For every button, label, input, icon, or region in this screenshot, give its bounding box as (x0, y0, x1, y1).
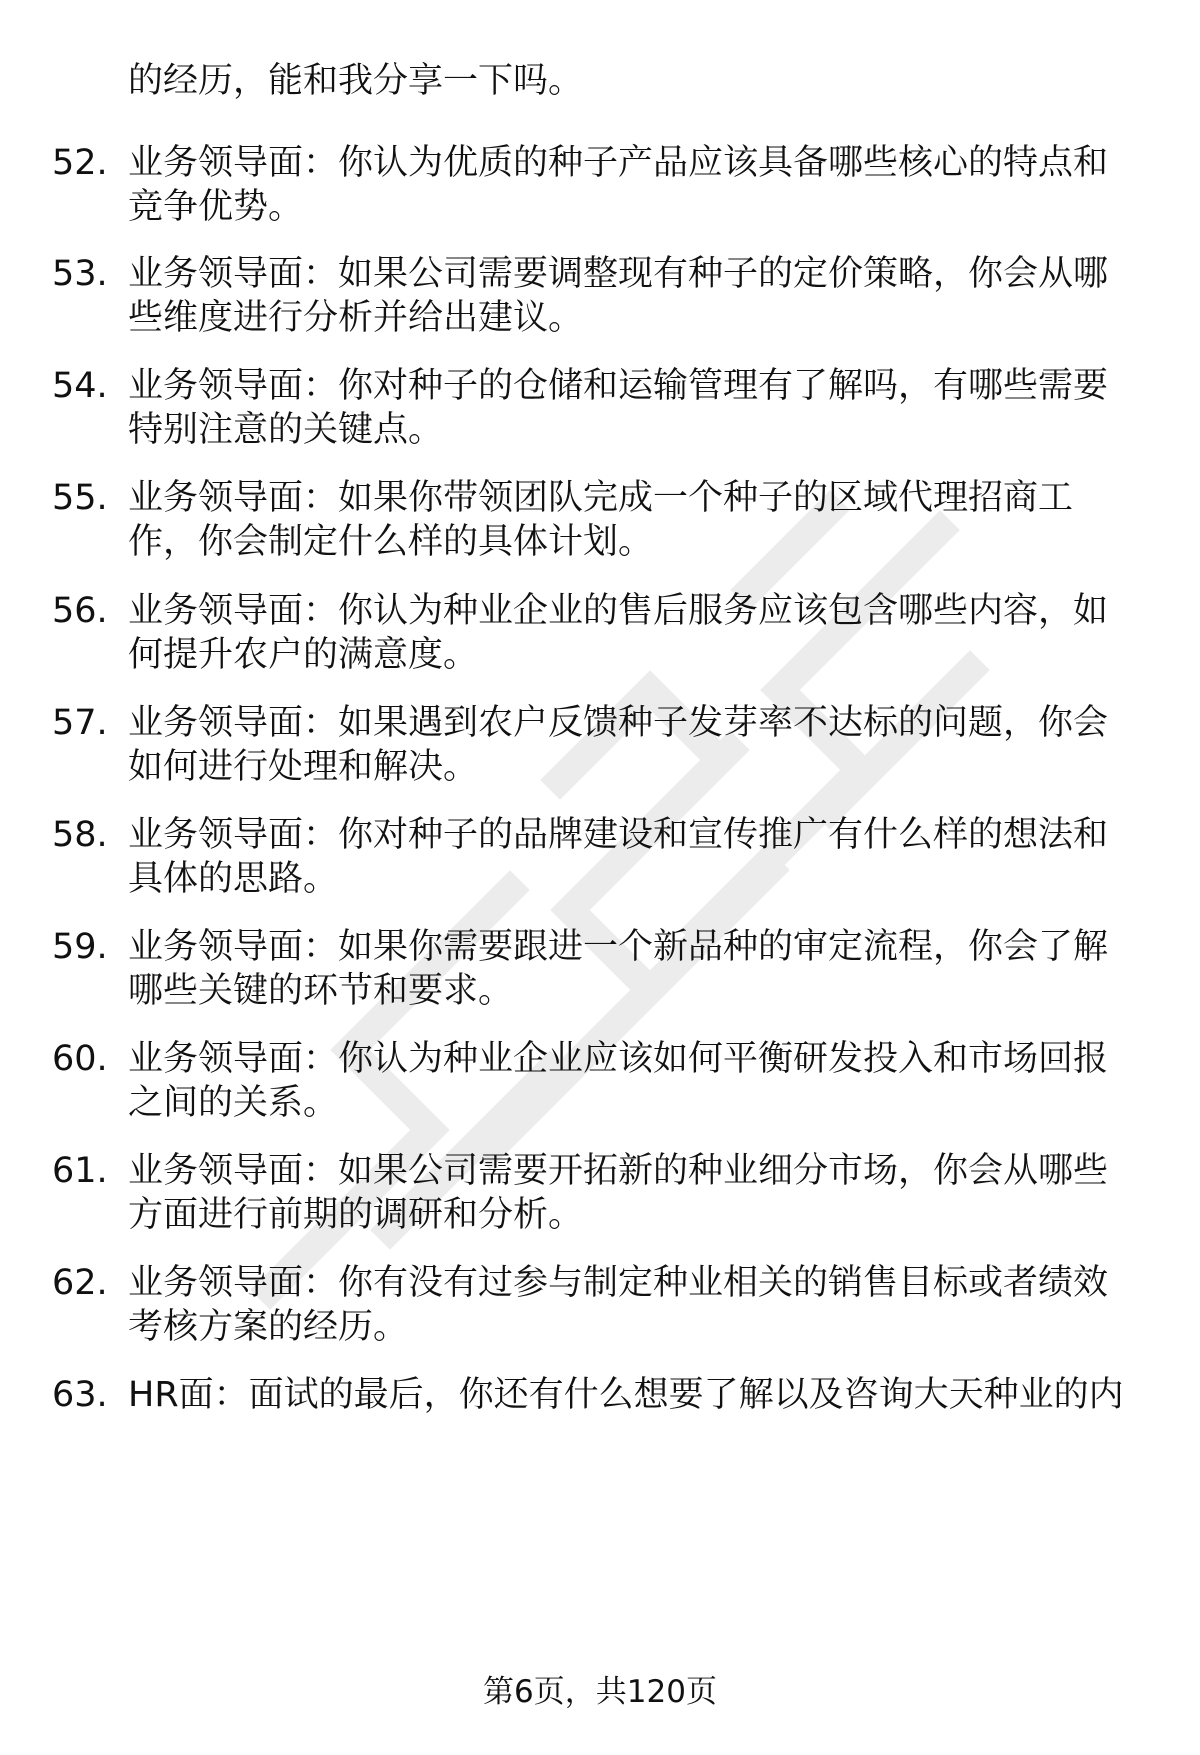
item-number: 54. (52, 366, 108, 406)
list-item-line (0, 1260, 1200, 1306)
item-text: 业务领导面：如果你需要跟进一个新品种的审定流程，你会了解 (128, 927, 1109, 967)
list-item-line (0, 1080, 1200, 1126)
item-text: 特别注意的关键点。 (128, 410, 444, 450)
list-item-line (0, 407, 1200, 453)
list-item-line (0, 295, 1200, 341)
list-item-line (0, 1036, 1200, 1082)
item-text: 业务领导面：你认为种业企业应该如何平衡研发投入和市场回报 (128, 1039, 1109, 1079)
item-text: HR面：面试的最后，你还有什么想要了解以及咨询大天种业的内 (128, 1375, 1124, 1415)
list-item-line (0, 588, 1200, 634)
list-item-line (0, 140, 1200, 186)
item-number: 62. (52, 1263, 108, 1303)
item-text: 如何进行处理和解决。 (128, 747, 479, 787)
item-text: 业务领导面：你认为优质的种子产品应该具备哪些核心的特点和 (128, 143, 1109, 183)
item-text: 业务领导面：如果公司需要调整现有种子的定价策略，你会从哪 (128, 254, 1109, 294)
item-text: 哪些关键的环节和要求。 (128, 971, 514, 1011)
list-item-line (0, 519, 1200, 565)
item-text: 业务领导面：你对种子的品牌建设和宣传推广有什么样的想法和 (128, 815, 1109, 855)
item-text: 之间的关系。 (128, 1083, 339, 1123)
item-text: 业务领导面：如果你带领团队完成一个种子的区域代理招商工 (128, 478, 1074, 518)
item-text: 些维度进行分析并给出建议。 (128, 298, 584, 338)
list-item-line (0, 744, 1200, 790)
item-number: 55. (52, 478, 108, 518)
item-text: 何提升农户的满意度。 (128, 635, 479, 675)
item-number: 61. (52, 1151, 108, 1191)
continuation-line (0, 58, 1200, 104)
list-item-line (0, 251, 1200, 297)
list-item-line (0, 968, 1200, 1014)
list-item-line (0, 632, 1200, 678)
page-footer (0, 1672, 1200, 1712)
list-item-line (0, 363, 1200, 409)
item-number: 59. (52, 927, 108, 967)
list-item-line (0, 924, 1200, 970)
item-number: 56. (52, 591, 108, 631)
item-text: 具体的思路。 (128, 859, 339, 899)
list-item-line (0, 475, 1200, 521)
continuation-text: 的经历，能和我分享一下吗。 (128, 61, 584, 101)
item-text: 竞争优势。 (128, 187, 304, 227)
list-item-line (0, 1148, 1200, 1194)
item-text: 考核方案的经历。 (128, 1307, 409, 1347)
item-number: 63. (52, 1375, 108, 1415)
list-item-line (0, 856, 1200, 902)
list-item-line (0, 1372, 1200, 1418)
page-number-label: 第6页，共120页 (483, 1674, 717, 1710)
item-text: 业务领导面：如果公司需要开拓新的种业细分市场，你会从哪些 (128, 1151, 1109, 1191)
item-text: 作，你会制定什么样的具体计划。 (128, 522, 654, 562)
item-number: 52. (52, 143, 108, 183)
item-number: 58. (52, 815, 108, 855)
list-item-line (0, 1192, 1200, 1238)
item-number: 57. (52, 703, 108, 743)
list-item-line (0, 700, 1200, 746)
item-text: 方面进行前期的调研和分析。 (128, 1195, 584, 1235)
list-item-line (0, 184, 1200, 230)
item-text: 业务领导面：你有没有过参与制定种业相关的销售目标或者绩效 (128, 1263, 1109, 1303)
item-number: 53. (52, 254, 108, 294)
item-number: 60. (52, 1039, 108, 1079)
list-item-line (0, 1304, 1200, 1350)
item-text: 业务领导面：你认为种业企业的售后服务应该包含哪些内容，如 (128, 591, 1109, 631)
list-item-line (0, 812, 1200, 858)
item-text: 业务领导面：如果遇到农户反馈种子发芽率不达标的问题，你会 (128, 703, 1109, 743)
item-text: 业务领导面：你对种子的仓储和运输管理有了解吗，有哪些需要 (128, 366, 1109, 406)
